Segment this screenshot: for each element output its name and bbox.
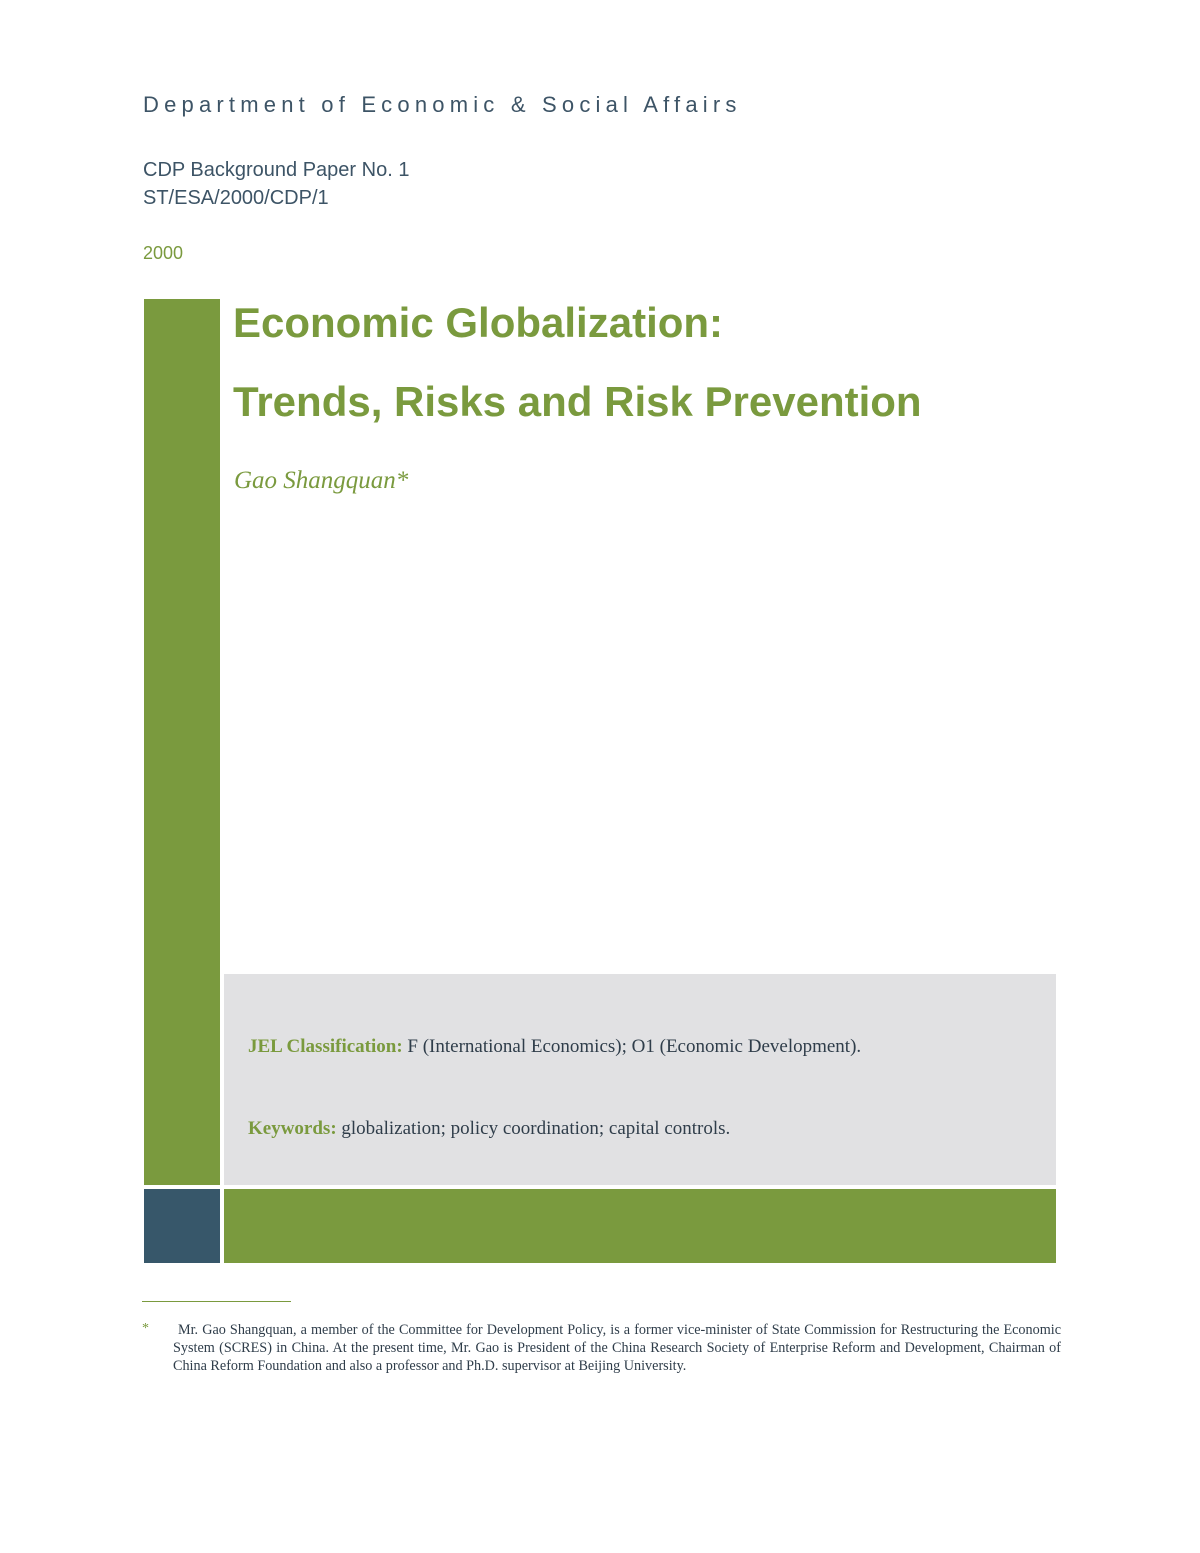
author-name: Gao Shangquan* (234, 467, 409, 494)
green-bottom-bar (224, 1189, 1056, 1263)
title-line-2: Trends, Risks and Risk Prevention (233, 378, 922, 425)
keywords-label: Keywords: (248, 1118, 337, 1139)
department-heading: Department of Economic & Social Affairs (143, 92, 742, 117)
green-sidebar-bar (144, 299, 220, 1185)
publication-year: 2000 (143, 243, 184, 263)
jel-classification (248, 1036, 861, 1058)
footnote-divider (142, 1301, 291, 1302)
jel-value: F (International Economics); O1 (Economic Development). (402, 1036, 862, 1057)
document-symbol: ST/ESA/2000/CDP/1 (143, 187, 329, 209)
keywords-value: globalization; policy coordination; capital controls. (336, 1118, 731, 1139)
jel-label: JEL Classification: (248, 1036, 403, 1057)
footnote-text: Mr. Gao Shangquan, a member of the Committee for Development Policy, is a former vice-minister of State Commission for Restructuring the Economic System (SCRES) in China. At the present time, Mr. Gao is President of the China Research Society of Enterprise Reform and Development, Chairman of China Reform Foundation and also a professor and Ph.D. supervisor at Beijing University. (173, 1322, 1061, 1374)
classification-box (224, 974, 1056, 1185)
footnote-marker: * (142, 1321, 149, 1336)
slate-corner-square (144, 1189, 220, 1263)
title-line-1: Economic Globalization: (233, 299, 724, 346)
keywords (248, 1118, 730, 1140)
paper-number: CDP Background Paper No. 1 (143, 159, 410, 181)
